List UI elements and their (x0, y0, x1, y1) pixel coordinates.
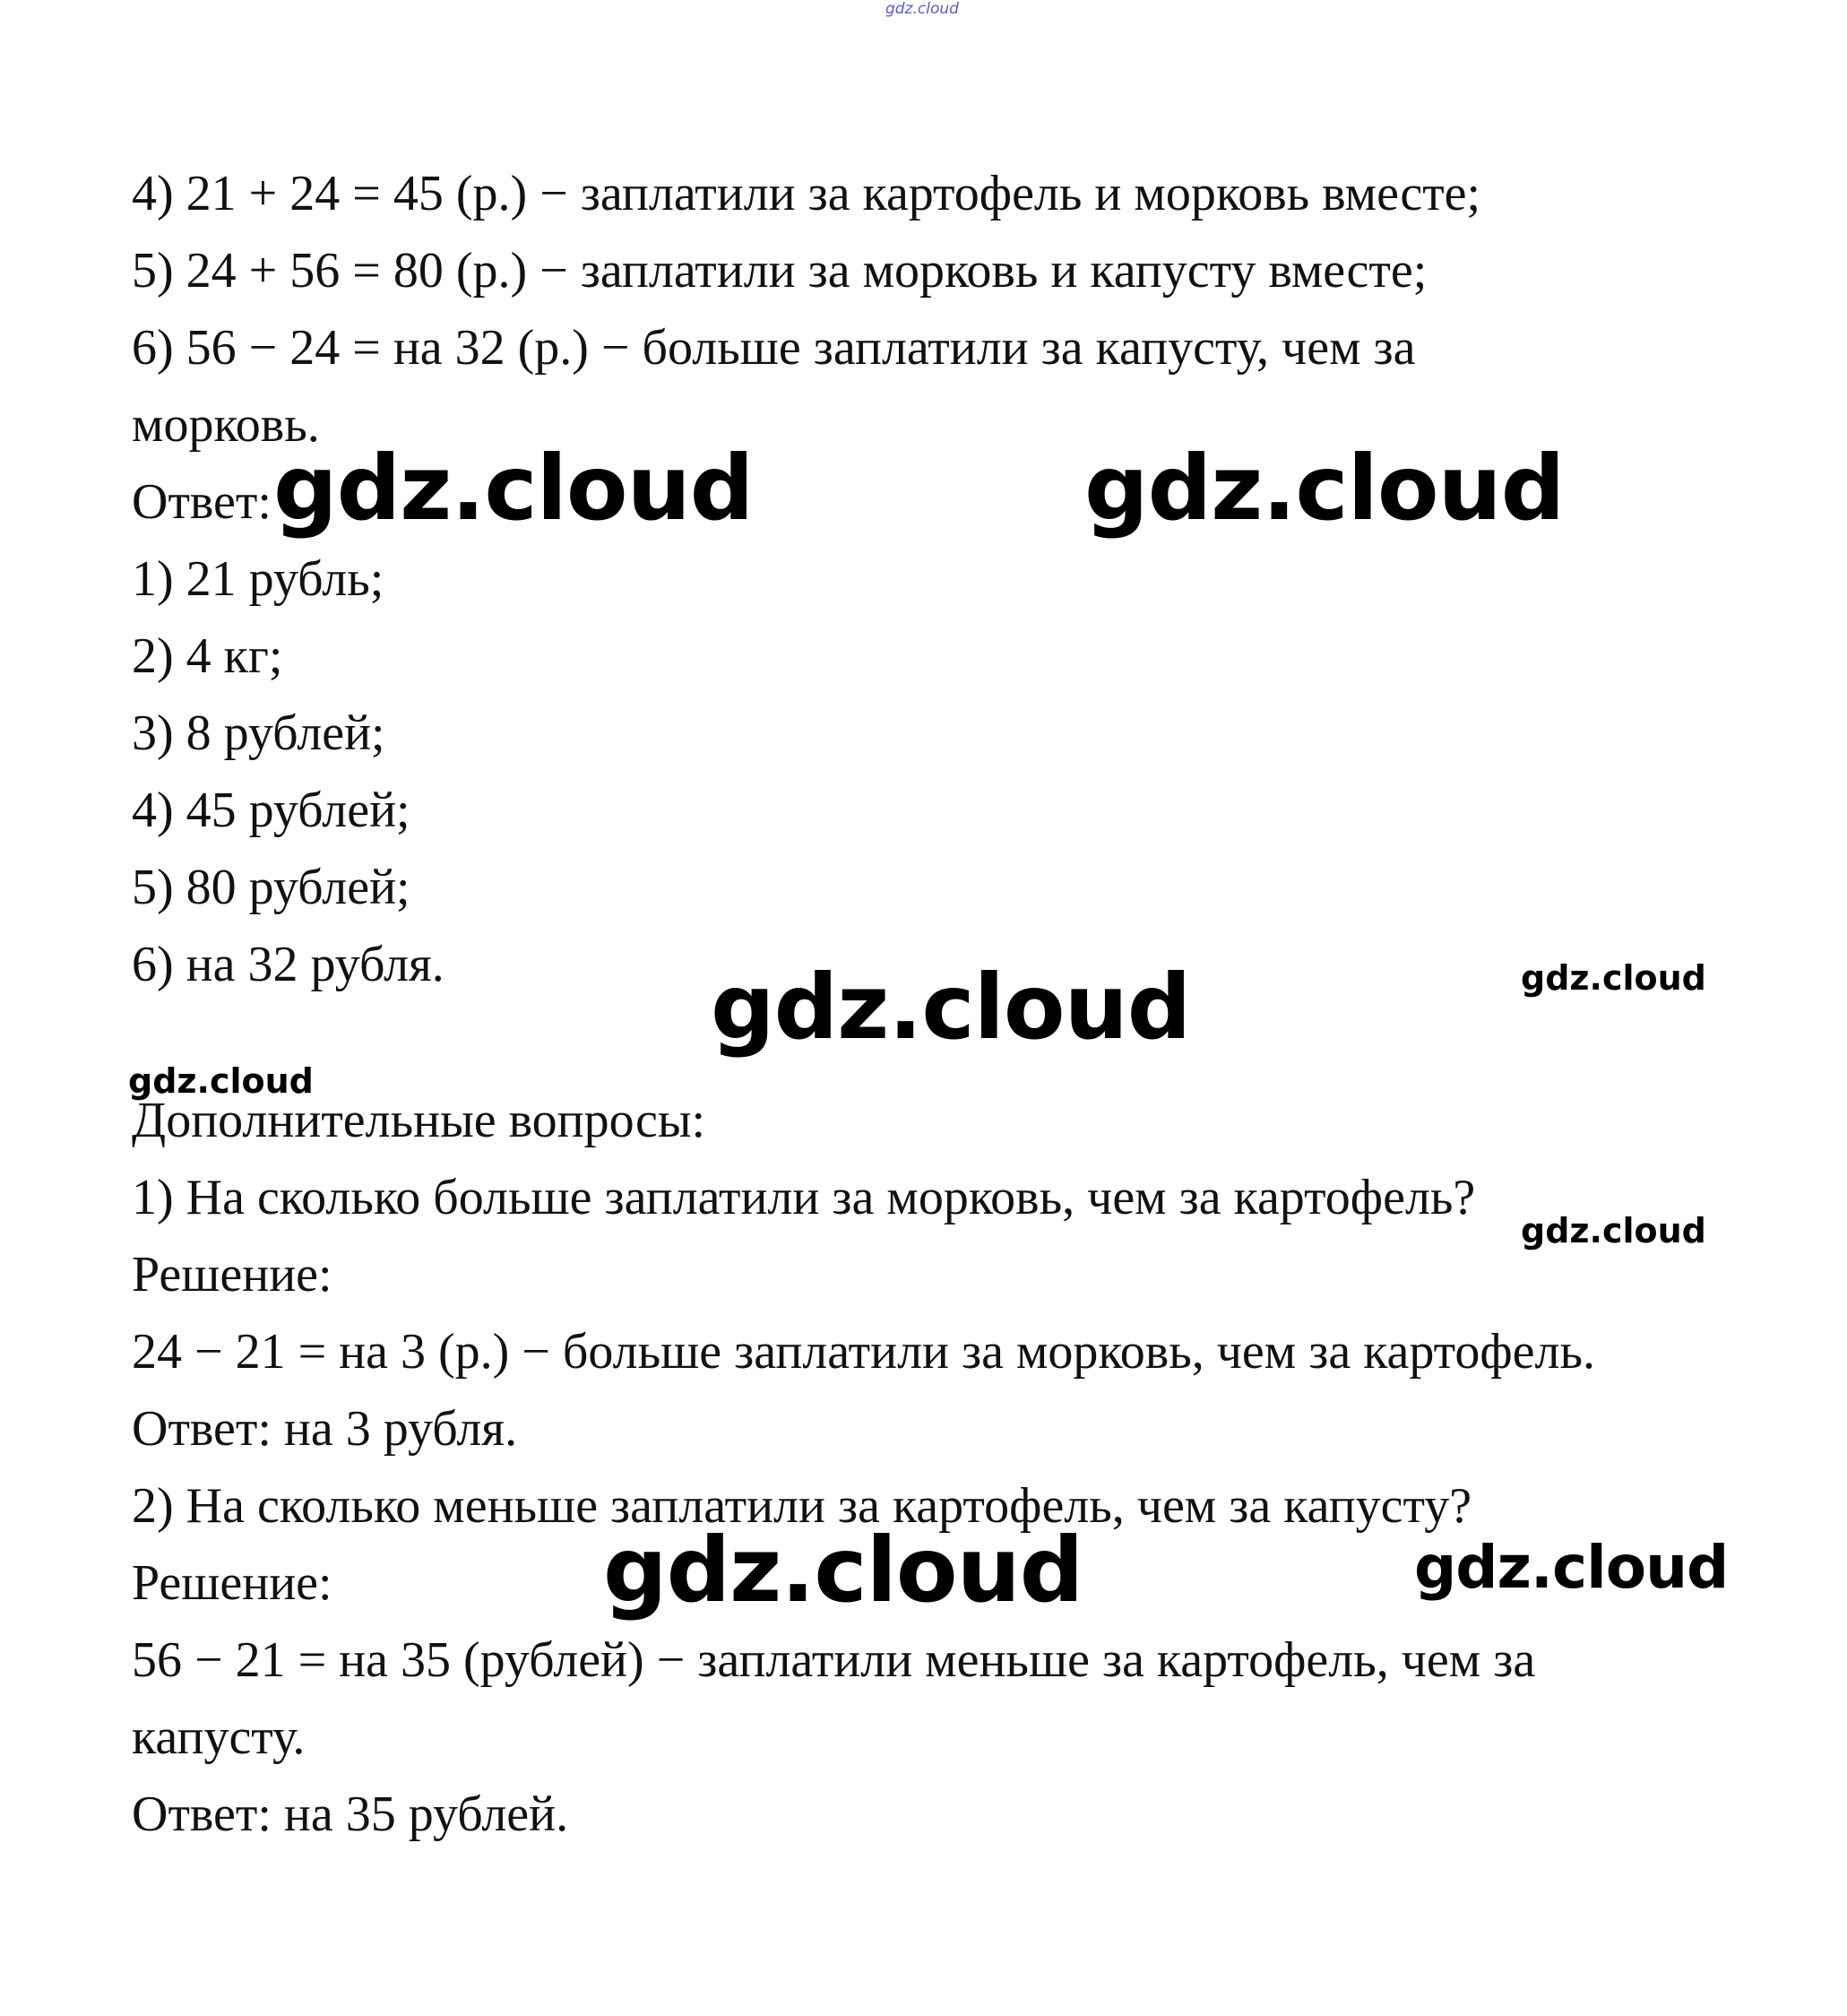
watermark-8: gdz.cloud (1414, 1533, 1729, 1602)
watermark-top: gdz.cloud (885, 0, 959, 18)
extra-question-1: 1) На сколько больше заплатили за морковь, чем за картофель? (132, 1170, 1476, 1225)
solution-line-5: 5) 24 + 56 = 80 (р.) − заплатили за морковь и капусту вместе; (132, 243, 1428, 299)
extra-question-2: 2) На сколько меньше заплатили за картофель, чем за капусту? (132, 1478, 1472, 1534)
answer-heading: Ответ: (132, 474, 272, 530)
watermark-7: gdz.cloud (603, 1518, 1083, 1622)
watermark-1: gdz.cloud (273, 436, 754, 541)
answer-item-6: 6) на 32 рубля. (132, 937, 444, 992)
answer-item-4: 4) 45 рублей; (132, 783, 410, 838)
solution-line-6: 6) 56 − 24 = на 32 (р.) − больше заплатили за капусту, чем за (132, 320, 1416, 376)
solution-line-6-continued: морковь. (132, 397, 320, 453)
answer-item-1: 1) 21 рубль; (132, 551, 384, 607)
watermark-5: gdz.cloud (128, 1061, 314, 1101)
extra-answer-1: Ответ: на 3 рубля. (132, 1401, 518, 1457)
watermark-2: gdz.cloud (1084, 436, 1565, 541)
watermark-4: gdz.cloud (1521, 958, 1706, 998)
answer-item-3: 3) 8 рублей; (132, 705, 385, 761)
extra-answer-2: Ответ: на 35 рублей. (132, 1787, 569, 1842)
extra-solution-1: 24 − 21 = на 3 (р.) − больше заплатили за морковь, чем за картофель. (132, 1324, 1596, 1380)
extra-solution-2-heading: Решение: (132, 1555, 332, 1611)
watermark-6: gdz.cloud (1521, 1211, 1706, 1250)
answer-item-2: 2) 4 кг; (132, 628, 283, 684)
answer-item-5: 5) 80 рублей; (132, 860, 410, 915)
extra-questions-heading: Дополнительные вопросы: (132, 1093, 706, 1148)
extra-solution-2-continued: капусту. (132, 1709, 306, 1765)
extra-solution-2: 56 − 21 = на 35 (рублей) − заплатили меньше за картофель, чем за (132, 1632, 1536, 1688)
extra-solution-1-heading: Решение: (132, 1247, 332, 1302)
watermark-3: gdz.cloud (711, 955, 1191, 1060)
solution-line-4: 4) 21 + 24 = 45 (р.) − заплатили за картофель и морковь вместе; (132, 166, 1481, 221)
